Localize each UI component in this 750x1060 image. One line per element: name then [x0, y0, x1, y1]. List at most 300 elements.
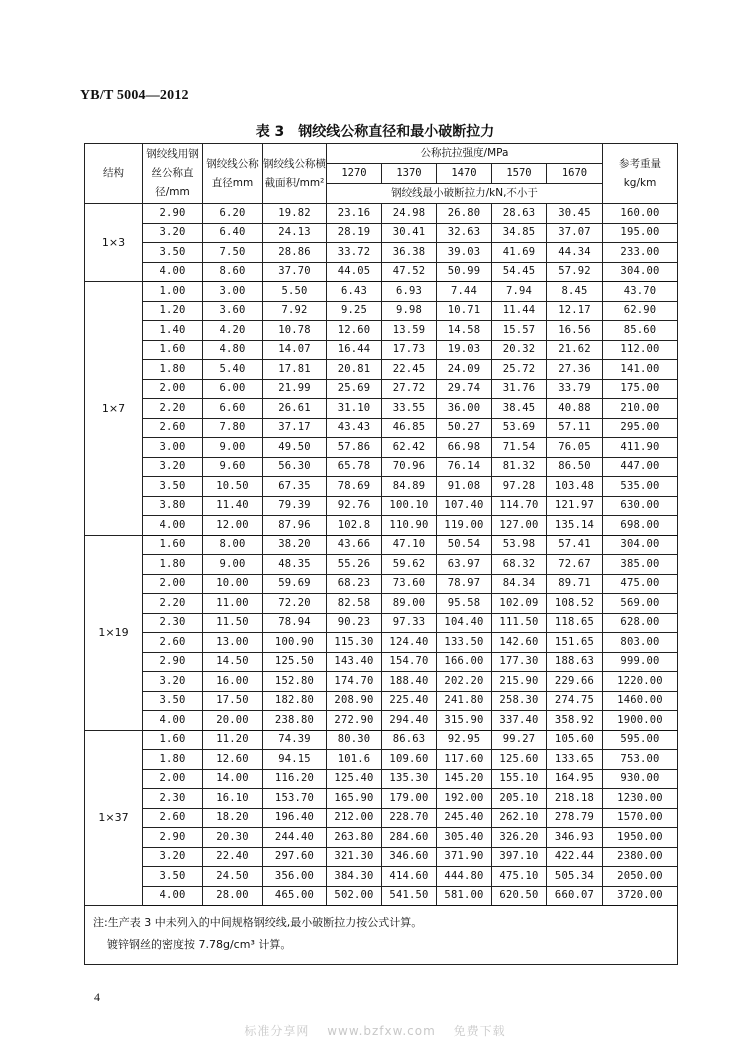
table-cell: 272.90 [327, 711, 382, 731]
table-cell: 21.62 [547, 340, 603, 360]
header-min-breaking-force: 钢绞线最小破断拉力/kN,不小于 [327, 184, 603, 204]
table-cell: 1570.00 [603, 808, 678, 828]
table-cell: 3.50 [143, 691, 203, 711]
table-row [85, 301, 678, 321]
table-cell: 9.25 [327, 301, 382, 321]
table-cell: 20.30 [203, 828, 263, 848]
table-row [85, 360, 678, 380]
table-row [85, 438, 678, 458]
table-cell: 76.14 [437, 457, 492, 477]
table-cell: 202.20 [437, 672, 492, 692]
table-row [85, 672, 678, 692]
header-strand-diameter: 钢绞线公称直径mm [203, 144, 263, 204]
table-cell: 2.90 [143, 204, 203, 224]
table-cell: 117.60 [437, 750, 492, 770]
table-cell: 89.00 [382, 594, 437, 614]
note-line: 注:生产表 3 中未列入的中间规格钢绞线,最小破断拉力按公式计算。 [93, 916, 423, 929]
table-cell: 346.60 [382, 847, 437, 867]
table-cell: 108.52 [547, 594, 603, 614]
table-cell: 188.63 [547, 652, 603, 672]
table-row [85, 204, 678, 224]
table-cell: 44.34 [547, 243, 603, 263]
table-cell: 16.56 [547, 321, 603, 341]
table-cell: 502.00 [327, 886, 382, 906]
table-cell: 28.19 [327, 223, 382, 243]
table-cell: 177.30 [492, 652, 547, 672]
table-cell: 12.17 [547, 301, 603, 321]
table-cell: 1230.00 [603, 789, 678, 809]
table-cell: 22.45 [382, 360, 437, 380]
table-cell: 7.92 [263, 301, 327, 321]
table-cell: 92.95 [437, 730, 492, 750]
table-cell: 4.20 [203, 321, 263, 341]
table-title: 表 3 钢绞线公称直径和最小破断拉力 [255, 124, 495, 140]
table-cell: 74.39 [263, 730, 327, 750]
table-cell: 50.27 [437, 418, 492, 438]
table-cell: 4.00 [143, 516, 203, 536]
table-cell: 13.00 [203, 633, 263, 653]
table-cell: 660.07 [547, 886, 603, 906]
table-cell: 79.39 [263, 496, 327, 516]
table-cell: 233.00 [603, 243, 678, 263]
table-cell: 212.00 [327, 808, 382, 828]
table-cell: 116.20 [263, 769, 327, 789]
table-cell: 57.86 [327, 438, 382, 458]
table-cell: 30.45 [547, 204, 603, 224]
table-cell: 397.10 [492, 847, 547, 867]
table-cell: 3.60 [203, 301, 263, 321]
table-cell: 43.70 [603, 282, 678, 302]
table-cell: 90.23 [327, 613, 382, 633]
document-code: YB/T 5004—2012 [80, 88, 189, 103]
table-cell: 24.50 [203, 867, 263, 887]
table-cell: 2.90 [143, 828, 203, 848]
table-row [85, 516, 678, 536]
table-row [85, 828, 678, 848]
table-cell: 371.90 [437, 847, 492, 867]
table-cell: 38.20 [263, 535, 327, 555]
table-cell: 244.40 [263, 828, 327, 848]
table-cell: 274.75 [547, 691, 603, 711]
table-cell: 7.94 [492, 282, 547, 302]
table-cell: 114.70 [492, 496, 547, 516]
table-cell: 174.70 [327, 672, 382, 692]
table-cell: 414.60 [382, 867, 437, 887]
table-row [85, 418, 678, 438]
table-cell: 78.94 [263, 613, 327, 633]
header-wire-diameter: 钢绞线用钢丝公称直径/mm [143, 144, 203, 204]
table-cell: 258.30 [492, 691, 547, 711]
table-cell: 54.45 [492, 262, 547, 282]
table-cell: 475.00 [603, 574, 678, 594]
table-cell: 94.15 [263, 750, 327, 770]
table-row [85, 594, 678, 614]
table-cell: 1.80 [143, 555, 203, 575]
table-cell: 72.20 [263, 594, 327, 614]
table-cell: 62.42 [382, 438, 437, 458]
table-cell: 28.86 [263, 243, 327, 263]
table-cell: 9.00 [203, 555, 263, 575]
table-cell: 109.60 [382, 750, 437, 770]
table-cell: 68.23 [327, 574, 382, 594]
table-cell: 698.00 [603, 516, 678, 536]
table-cell: 5.40 [203, 360, 263, 380]
table-cell: 192.00 [437, 789, 492, 809]
table-cell: 27.36 [547, 360, 603, 380]
table-cell: 4.00 [143, 711, 203, 731]
table-cell: 46.85 [382, 418, 437, 438]
table-row [85, 457, 678, 477]
table-cell: 26.80 [437, 204, 492, 224]
table-body [85, 204, 678, 906]
table-cell: 19.03 [437, 340, 492, 360]
table-cell: 196.40 [263, 808, 327, 828]
table-cell: 2.60 [143, 808, 203, 828]
table-cell: 1.60 [143, 730, 203, 750]
table-cell: 179.00 [382, 789, 437, 809]
table-cell: 71.54 [492, 438, 547, 458]
table-row [85, 769, 678, 789]
table-cell: 37.70 [263, 262, 327, 282]
table-cell: 105.60 [547, 730, 603, 750]
table-cell: 101.6 [327, 750, 382, 770]
table-cell: 628.00 [603, 613, 678, 633]
table-cell: 135.14 [547, 516, 603, 536]
table-cell: 1220.00 [603, 672, 678, 692]
table-cell: 4.00 [143, 262, 203, 282]
table-cell: 356.00 [263, 867, 327, 887]
table-cell: 229.66 [547, 672, 603, 692]
table-cell: 195.00 [603, 223, 678, 243]
table-notes [85, 906, 678, 965]
table-cell: 20.00 [203, 711, 263, 731]
table-cell: 225.40 [382, 691, 437, 711]
table-cell: 11.20 [203, 730, 263, 750]
strand-spec-table [84, 143, 678, 965]
table-cell: 384.30 [327, 867, 382, 887]
table-cell: 55.26 [327, 555, 382, 575]
table-cell: 297.60 [263, 847, 327, 867]
table-cell: 6.93 [382, 282, 437, 302]
table-cell: 24.98 [382, 204, 437, 224]
table-row [85, 535, 678, 555]
table-cell: 153.70 [263, 789, 327, 809]
table-cell: 9.98 [382, 301, 437, 321]
table-cell: 31.76 [492, 379, 547, 399]
structure-cell: 1×7 [85, 282, 143, 536]
table-cell: 8.00 [203, 535, 263, 555]
header-reference-weight: 参考重量kg/km [603, 144, 678, 204]
table-cell: 151.65 [547, 633, 603, 653]
table-cell: 103.48 [547, 477, 603, 497]
table-cell: 82.58 [327, 594, 382, 614]
table-row [85, 399, 678, 419]
table-cell: 2.00 [143, 769, 203, 789]
table-cell: 3.20 [143, 223, 203, 243]
table-cell: 76.05 [547, 438, 603, 458]
table-cell: 43.43 [327, 418, 382, 438]
structure-cell: 1×37 [85, 730, 143, 906]
table-cell: 9.00 [203, 438, 263, 458]
table-cell: 465.00 [263, 886, 327, 906]
table-cell: 100.10 [382, 496, 437, 516]
table-cell: 321.30 [327, 847, 382, 867]
table-cell: 125.50 [263, 652, 327, 672]
page-number: 4 [94, 990, 100, 1004]
table-cell: 100.90 [263, 633, 327, 653]
table-cell: 32.63 [437, 223, 492, 243]
table-cell: 57.41 [547, 535, 603, 555]
table-row [85, 633, 678, 653]
table-cell: 102.09 [492, 594, 547, 614]
table-cell: 337.40 [492, 711, 547, 731]
table-cell: 87.96 [263, 516, 327, 536]
table-row [85, 808, 678, 828]
table-cell: 154.70 [382, 652, 437, 672]
table-cell: 581.00 [437, 886, 492, 906]
table-cell: 326.20 [492, 828, 547, 848]
table-cell: 1.60 [143, 340, 203, 360]
table-cell: 2.00 [143, 574, 203, 594]
table-cell: 73.60 [382, 574, 437, 594]
table-cell: 8.45 [547, 282, 603, 302]
table-cell: 1.80 [143, 360, 203, 380]
table-cell: 11.00 [203, 594, 263, 614]
table-cell: 278.79 [547, 808, 603, 828]
table-cell: 17.81 [263, 360, 327, 380]
table-row [85, 613, 678, 633]
table-cell: 20.32 [492, 340, 547, 360]
table-cell: 133.65 [547, 750, 603, 770]
table-cell: 44.05 [327, 262, 382, 282]
table-cell: 155.10 [492, 769, 547, 789]
table-cell: 9.60 [203, 457, 263, 477]
table-cell: 86.63 [382, 730, 437, 750]
table-row [85, 262, 678, 282]
table-row [85, 496, 678, 516]
table-cell: 2.90 [143, 652, 203, 672]
table-cell: 304.00 [603, 535, 678, 555]
table-cell: 119.00 [437, 516, 492, 536]
table-cell: 62.90 [603, 301, 678, 321]
table-cell: 141.00 [603, 360, 678, 380]
table-row [85, 223, 678, 243]
table-cell: 1.40 [143, 321, 203, 341]
table-cell: 133.50 [437, 633, 492, 653]
table-cell: 65.78 [327, 457, 382, 477]
strength-grade: 1570 [492, 164, 547, 184]
table-cell: 127.00 [492, 516, 547, 536]
table-cell: 53.69 [492, 418, 547, 438]
table-cell: 97.33 [382, 613, 437, 633]
table-cell: 50.54 [437, 535, 492, 555]
table-cell: 125.40 [327, 769, 382, 789]
table-row [85, 867, 678, 887]
table-cell: 1460.00 [603, 691, 678, 711]
strength-grade: 1370 [382, 164, 437, 184]
table-cell: 2.60 [143, 633, 203, 653]
table-cell: 1950.00 [603, 828, 678, 848]
table-cell: 33.55 [382, 399, 437, 419]
table-cell: 10.00 [203, 574, 263, 594]
table-cell: 66.98 [437, 438, 492, 458]
table-cell: 3.00 [203, 282, 263, 302]
table-cell: 999.00 [603, 652, 678, 672]
table-cell: 63.97 [437, 555, 492, 575]
table-cell: 6.43 [327, 282, 382, 302]
table-cell: 1.00 [143, 282, 203, 302]
table-cell: 78.97 [437, 574, 492, 594]
strength-grade: 1670 [547, 164, 603, 184]
structure-cell: 1×19 [85, 535, 143, 730]
watermark: 标准分享网 www.bzfxw.com 免费下载 [244, 1024, 506, 1038]
table-cell: 4.00 [143, 886, 203, 906]
table-cell: 10.50 [203, 477, 263, 497]
table-cell: 2050.00 [603, 867, 678, 887]
table-cell: 444.80 [437, 867, 492, 887]
table-cell: 43.66 [327, 535, 382, 555]
table-cell: 1900.00 [603, 711, 678, 731]
table-cell: 6.60 [203, 399, 263, 419]
table-cell: 541.50 [382, 886, 437, 906]
table-cell: 630.00 [603, 496, 678, 516]
table-cell: 166.00 [437, 652, 492, 672]
table-cell: 164.95 [547, 769, 603, 789]
table-cell: 125.60 [492, 750, 547, 770]
table-cell: 41.69 [492, 243, 547, 263]
table-cell: 315.90 [437, 711, 492, 731]
table-cell: 14.58 [437, 321, 492, 341]
table-cell: 210.00 [603, 399, 678, 419]
table-cell: 24.09 [437, 360, 492, 380]
table-cell: 14.07 [263, 340, 327, 360]
table-cell: 358.92 [547, 711, 603, 731]
table-cell: 56.30 [263, 457, 327, 477]
table-cell: 37.07 [547, 223, 603, 243]
table-cell: 8.60 [203, 262, 263, 282]
table-cell: 5.50 [263, 282, 327, 302]
table-cell: 33.79 [547, 379, 603, 399]
table-cell: 59.62 [382, 555, 437, 575]
table-cell: 29.74 [437, 379, 492, 399]
table-cell: 142.60 [492, 633, 547, 653]
header-area: 钢绞线公称横截面积/mm² [263, 144, 327, 204]
table-cell: 208.90 [327, 691, 382, 711]
table-cell: 135.30 [382, 769, 437, 789]
table-cell: 28.00 [203, 886, 263, 906]
table-row [85, 282, 678, 302]
table-cell: 447.00 [603, 457, 678, 477]
table-cell: 263.80 [327, 828, 382, 848]
table-cell: 422.44 [547, 847, 603, 867]
table-cell: 535.00 [603, 477, 678, 497]
table-cell: 16.44 [327, 340, 382, 360]
table-cell: 11.40 [203, 496, 263, 516]
table-cell: 104.40 [437, 613, 492, 633]
table-cell: 57.11 [547, 418, 603, 438]
table-cell: 30.41 [382, 223, 437, 243]
table-cell: 1.80 [143, 750, 203, 770]
table-cell: 2.00 [143, 379, 203, 399]
table-cell: 92.76 [327, 496, 382, 516]
table-row [85, 340, 678, 360]
table-cell: 38.45 [492, 399, 547, 419]
table-cell: 228.70 [382, 808, 437, 828]
table-cell: 205.10 [492, 789, 547, 809]
table-cell: 111.50 [492, 613, 547, 633]
table-cell: 620.50 [492, 886, 547, 906]
table-cell: 19.82 [263, 204, 327, 224]
table-cell: 11.44 [492, 301, 547, 321]
strength-grade: 1270 [327, 164, 382, 184]
table-cell: 49.50 [263, 438, 327, 458]
table-cell: 2380.00 [603, 847, 678, 867]
table-cell: 15.57 [492, 321, 547, 341]
table-row [85, 750, 678, 770]
table-cell: 165.90 [327, 789, 382, 809]
table-cell: 4.80 [203, 340, 263, 360]
table-cell: 3.20 [143, 457, 203, 477]
table-row [85, 555, 678, 575]
table-cell: 14.50 [203, 652, 263, 672]
table-row [85, 574, 678, 594]
table-cell: 25.69 [327, 379, 382, 399]
table-cell: 284.60 [382, 828, 437, 848]
table-cell: 7.80 [203, 418, 263, 438]
table-cell: 175.00 [603, 379, 678, 399]
table-cell: 112.00 [603, 340, 678, 360]
table-cell: 80.30 [327, 730, 382, 750]
table-cell: 1.60 [143, 535, 203, 555]
table-cell: 121.97 [547, 496, 603, 516]
table-cell: 24.13 [263, 223, 327, 243]
table-cell: 25.72 [492, 360, 547, 380]
table-cell: 85.60 [603, 321, 678, 341]
table-cell: 26.61 [263, 399, 327, 419]
table-cell: 70.96 [382, 457, 437, 477]
structure-cell: 1×3 [85, 204, 143, 282]
table-cell: 86.50 [547, 457, 603, 477]
table-cell: 67.35 [263, 477, 327, 497]
table-cell: 107.40 [437, 496, 492, 516]
table-cell: 12.60 [327, 321, 382, 341]
table-cell: 17.50 [203, 691, 263, 711]
table-cell: 124.40 [382, 633, 437, 653]
table-cell: 28.63 [492, 204, 547, 224]
table-cell: 305.40 [437, 828, 492, 848]
table-cell: 3.50 [143, 243, 203, 263]
table-cell: 238.80 [263, 711, 327, 731]
table-cell: 188.40 [382, 672, 437, 692]
table-cell: 930.00 [603, 769, 678, 789]
table-cell: 31.10 [327, 399, 382, 419]
table-cell: 10.78 [263, 321, 327, 341]
table-cell: 295.00 [603, 418, 678, 438]
strength-grade: 1470 [437, 164, 492, 184]
table-cell: 2.20 [143, 594, 203, 614]
table-cell: 59.69 [263, 574, 327, 594]
table-cell: 57.92 [547, 262, 603, 282]
table-row [85, 379, 678, 399]
table-cell: 3.50 [143, 477, 203, 497]
table-cell: 294.40 [382, 711, 437, 731]
table-cell: 81.32 [492, 457, 547, 477]
table-cell: 2.30 [143, 789, 203, 809]
table-cell: 3720.00 [603, 886, 678, 906]
table-cell: 84.89 [382, 477, 437, 497]
table-row [85, 847, 678, 867]
table-cell: 16.10 [203, 789, 263, 809]
